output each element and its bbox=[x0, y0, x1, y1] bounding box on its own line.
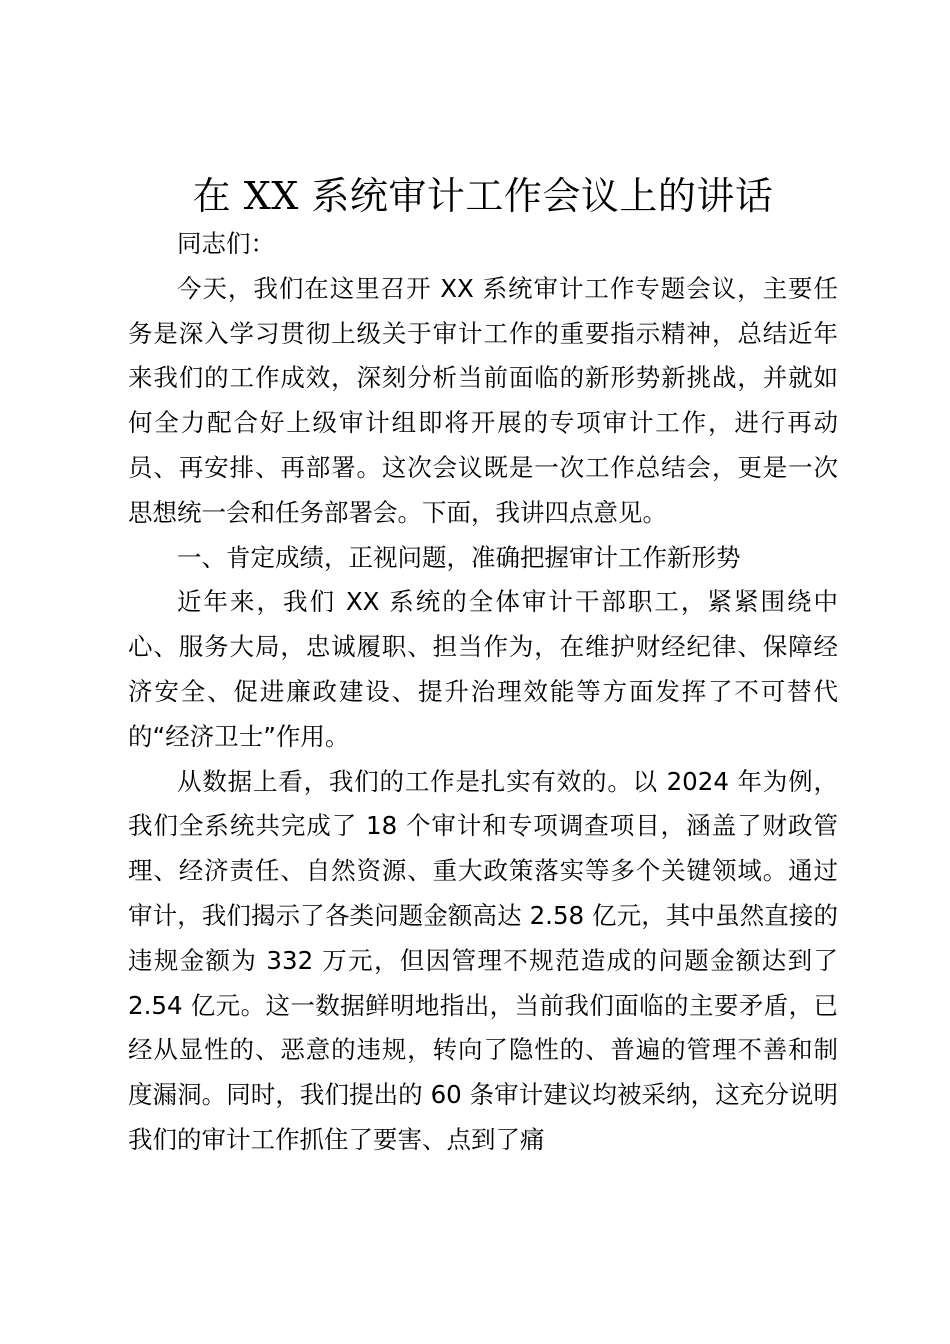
paragraph-data: 从数据上看，我们的工作是扎实有效的。以 2024 年为例，我们全系统共完成了 18 个审计和专项调查项目，涵盖了财政管理、经济责任、自然资源、重大政策落实等多个关键领域。通过审计，我们揭示了各类问题金额高达 2.58 亿元，其中虽然直接的违规金额为 332 万元，但因管理不规范造成的问题金额达到了 2.54 亿元。这一数据鲜明地指出，当前我们面临的主要矛盾，已经从显性的、恶意的违规，转向了隐性的、普遍的管理不善和制度漏洞。同时，我们提出的 60 条审计建议均被采纳，这充分说明我们的审计工作抓住了要害、点到了痛 bbox=[128, 766, 838, 1154]
section-heading-1: 一、肯定成绩，正视问题，准确把握审计工作新形势 bbox=[177, 542, 741, 572]
paragraph-intro: 今天，我们在这里召开 XX 系统审计工作专题会议，主要任务是深入学习贯彻上级关于审计工作的重要指示精神，总结近年来我们的工作成效，深刻分析当前面临的新形势新挑战，并就如何全力配合好上级审计组即将开展的专项审计工作，进行再动员、再安排、再部署。这次会议既是一次工作总结会，更是一次思想统一会和任务部署会。下面，我讲四点意见。 bbox=[128, 273, 838, 527]
document-page bbox=[128, 170, 838, 1163]
document-title: 在 XX 系统审计工作会议上的讲话 bbox=[192, 174, 774, 218]
greeting: 同志们： bbox=[177, 229, 275, 258]
paragraph-achievements: 近年来，我们 XX 系统的全体审计干部职工，紧紧围绕中心、服务大局，忠诚履职、担当作为，在维护财经纪律、保障经济安全、促进廉政建设、提升治理效能等方面发挥了不可替代的“经济卫士”作用。 bbox=[128, 587, 838, 751]
